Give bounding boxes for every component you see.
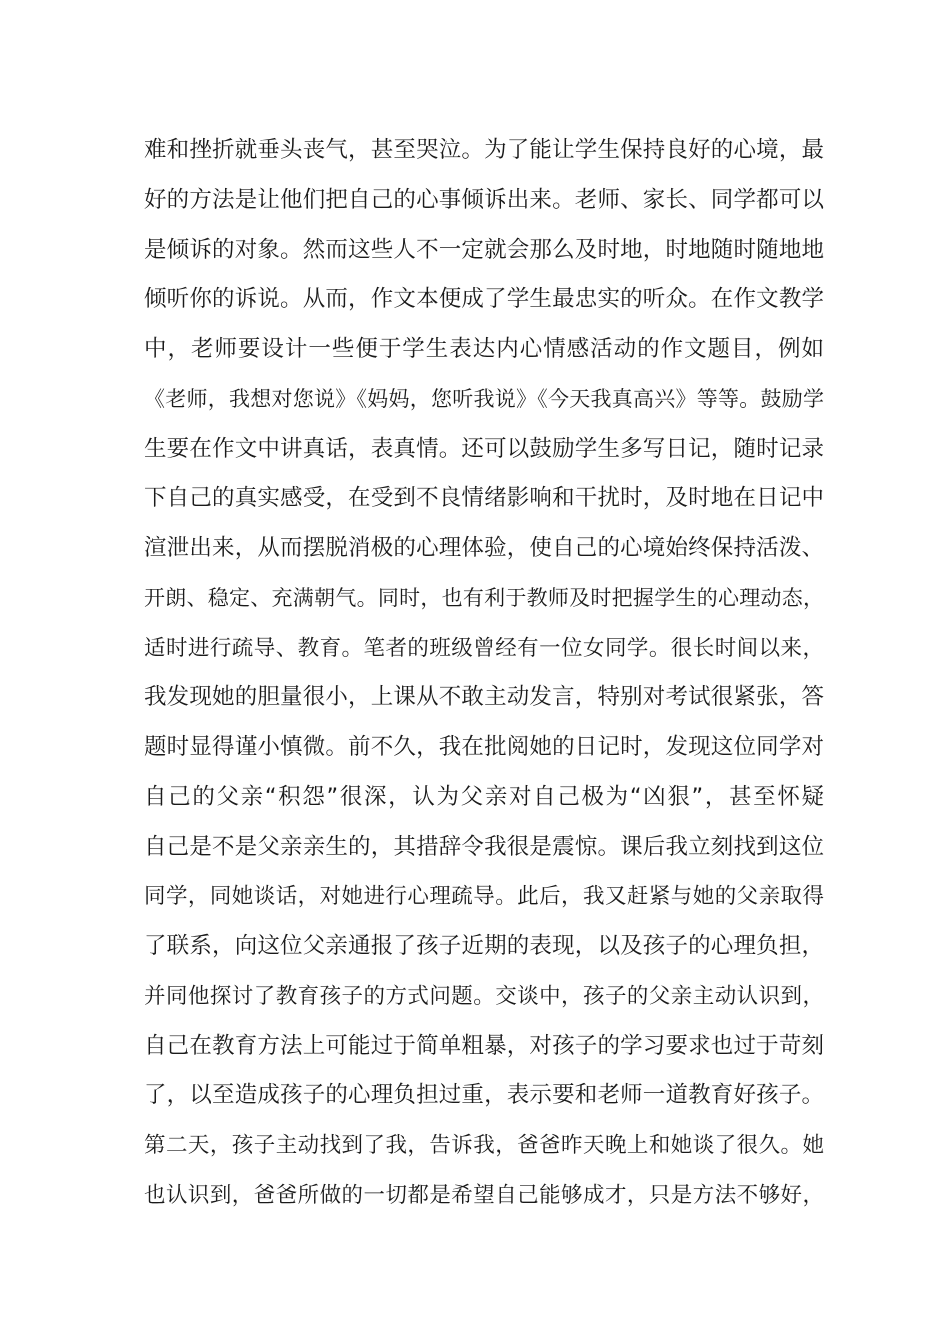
text-line-3: 是倾诉的对象。然而这些人不一定就会那么及时地，时地随时随地地 bbox=[144, 236, 824, 263]
text-line-10: 开朗、稳定、充满朝气。同时，也有利于教师及时把握学生的心理动态， bbox=[144, 585, 824, 610]
text-line-17: 了联系，向这位父亲通报了孩子近期的表现，以及孩子的心理负担， bbox=[144, 933, 824, 959]
text-line-14: 自己的父亲“积怨”很深，认为父亲对自己极为“凶狠”，甚至怀疑 bbox=[144, 783, 824, 810]
text-line-19: 自己在教育方法上可能过于简单粗暴，对孩子的学习要求也过于苛刻 bbox=[144, 1032, 824, 1059]
text-line-7: 生要在作文中讲真话，表真情。还可以鼓励学生多写日记，随时记录 bbox=[144, 435, 824, 462]
text-line-20: 了，以至造成孩子的心理负担过重，表示要和老师一道教育好孩子。 bbox=[144, 1082, 824, 1109]
text-line-13: 题时显得谨小慎微。前不久，我在批阅她的日记时，发现这位同学对 bbox=[144, 734, 824, 760]
text-line-5: 中，老师要设计一些便于学生表达内心情感活动的作文题目，例如 bbox=[144, 336, 824, 362]
body-text bbox=[144, 126, 824, 1221]
text-line-9: 渲泄出来，从而摆脱消极的心理体验，使自己的心境始终保持活泼、 bbox=[144, 535, 824, 561]
text-line-22: 也认识到，爸爸所做的一切都是希望自己能够成才，只是方法不够好， bbox=[144, 1182, 824, 1208]
text-line-6: 《老师，我想对您说》《妈妈，您听我说》《今天我真高兴》等等。鼓励学 bbox=[144, 386, 824, 411]
text-line-16: 同学，同她谈话，对她进行心理疏导。此后，我又赶紧与她的父亲取得 bbox=[144, 884, 824, 910]
text-line-8: 下自己的真实感受，在受到不良情绪影响和干扰时，及时地在日记中 bbox=[144, 485, 824, 512]
text-line-1: 难和挫折就垂头丧气，甚至哭泣。为了能让学生保持良好的心境，最 bbox=[144, 137, 824, 163]
text-line-2: 好的方法是让他们把自己的心事倾诉出来。老师、家长、同学都可以 bbox=[144, 186, 824, 213]
text-line-18: 并同他探讨了教育孩子的方式问题。交谈中，孩子的父亲主动认识到， bbox=[144, 983, 824, 1009]
text-line-15: 自己是不是父亲亲生的，其措辞令我很是震惊。课后我立刻找到这位 bbox=[144, 833, 824, 860]
text-line-21: 第二天，孩子主动找到了我，告诉我，爸爸昨天晚上和她谈了很久。她 bbox=[144, 1133, 824, 1158]
text-line-4: 倾听你的诉说。从而，作文本便成了学生最忠实的听众。在作文教学 bbox=[144, 286, 824, 313]
text-line-11: 适时进行疏导、教育。笔者的班级曾经有一位女同学。很长时间以来， bbox=[144, 635, 824, 661]
text-line-12: 我发现她的胆量很小，上课从不敢主动发言，特别对考试很紧张，答 bbox=[144, 684, 824, 711]
